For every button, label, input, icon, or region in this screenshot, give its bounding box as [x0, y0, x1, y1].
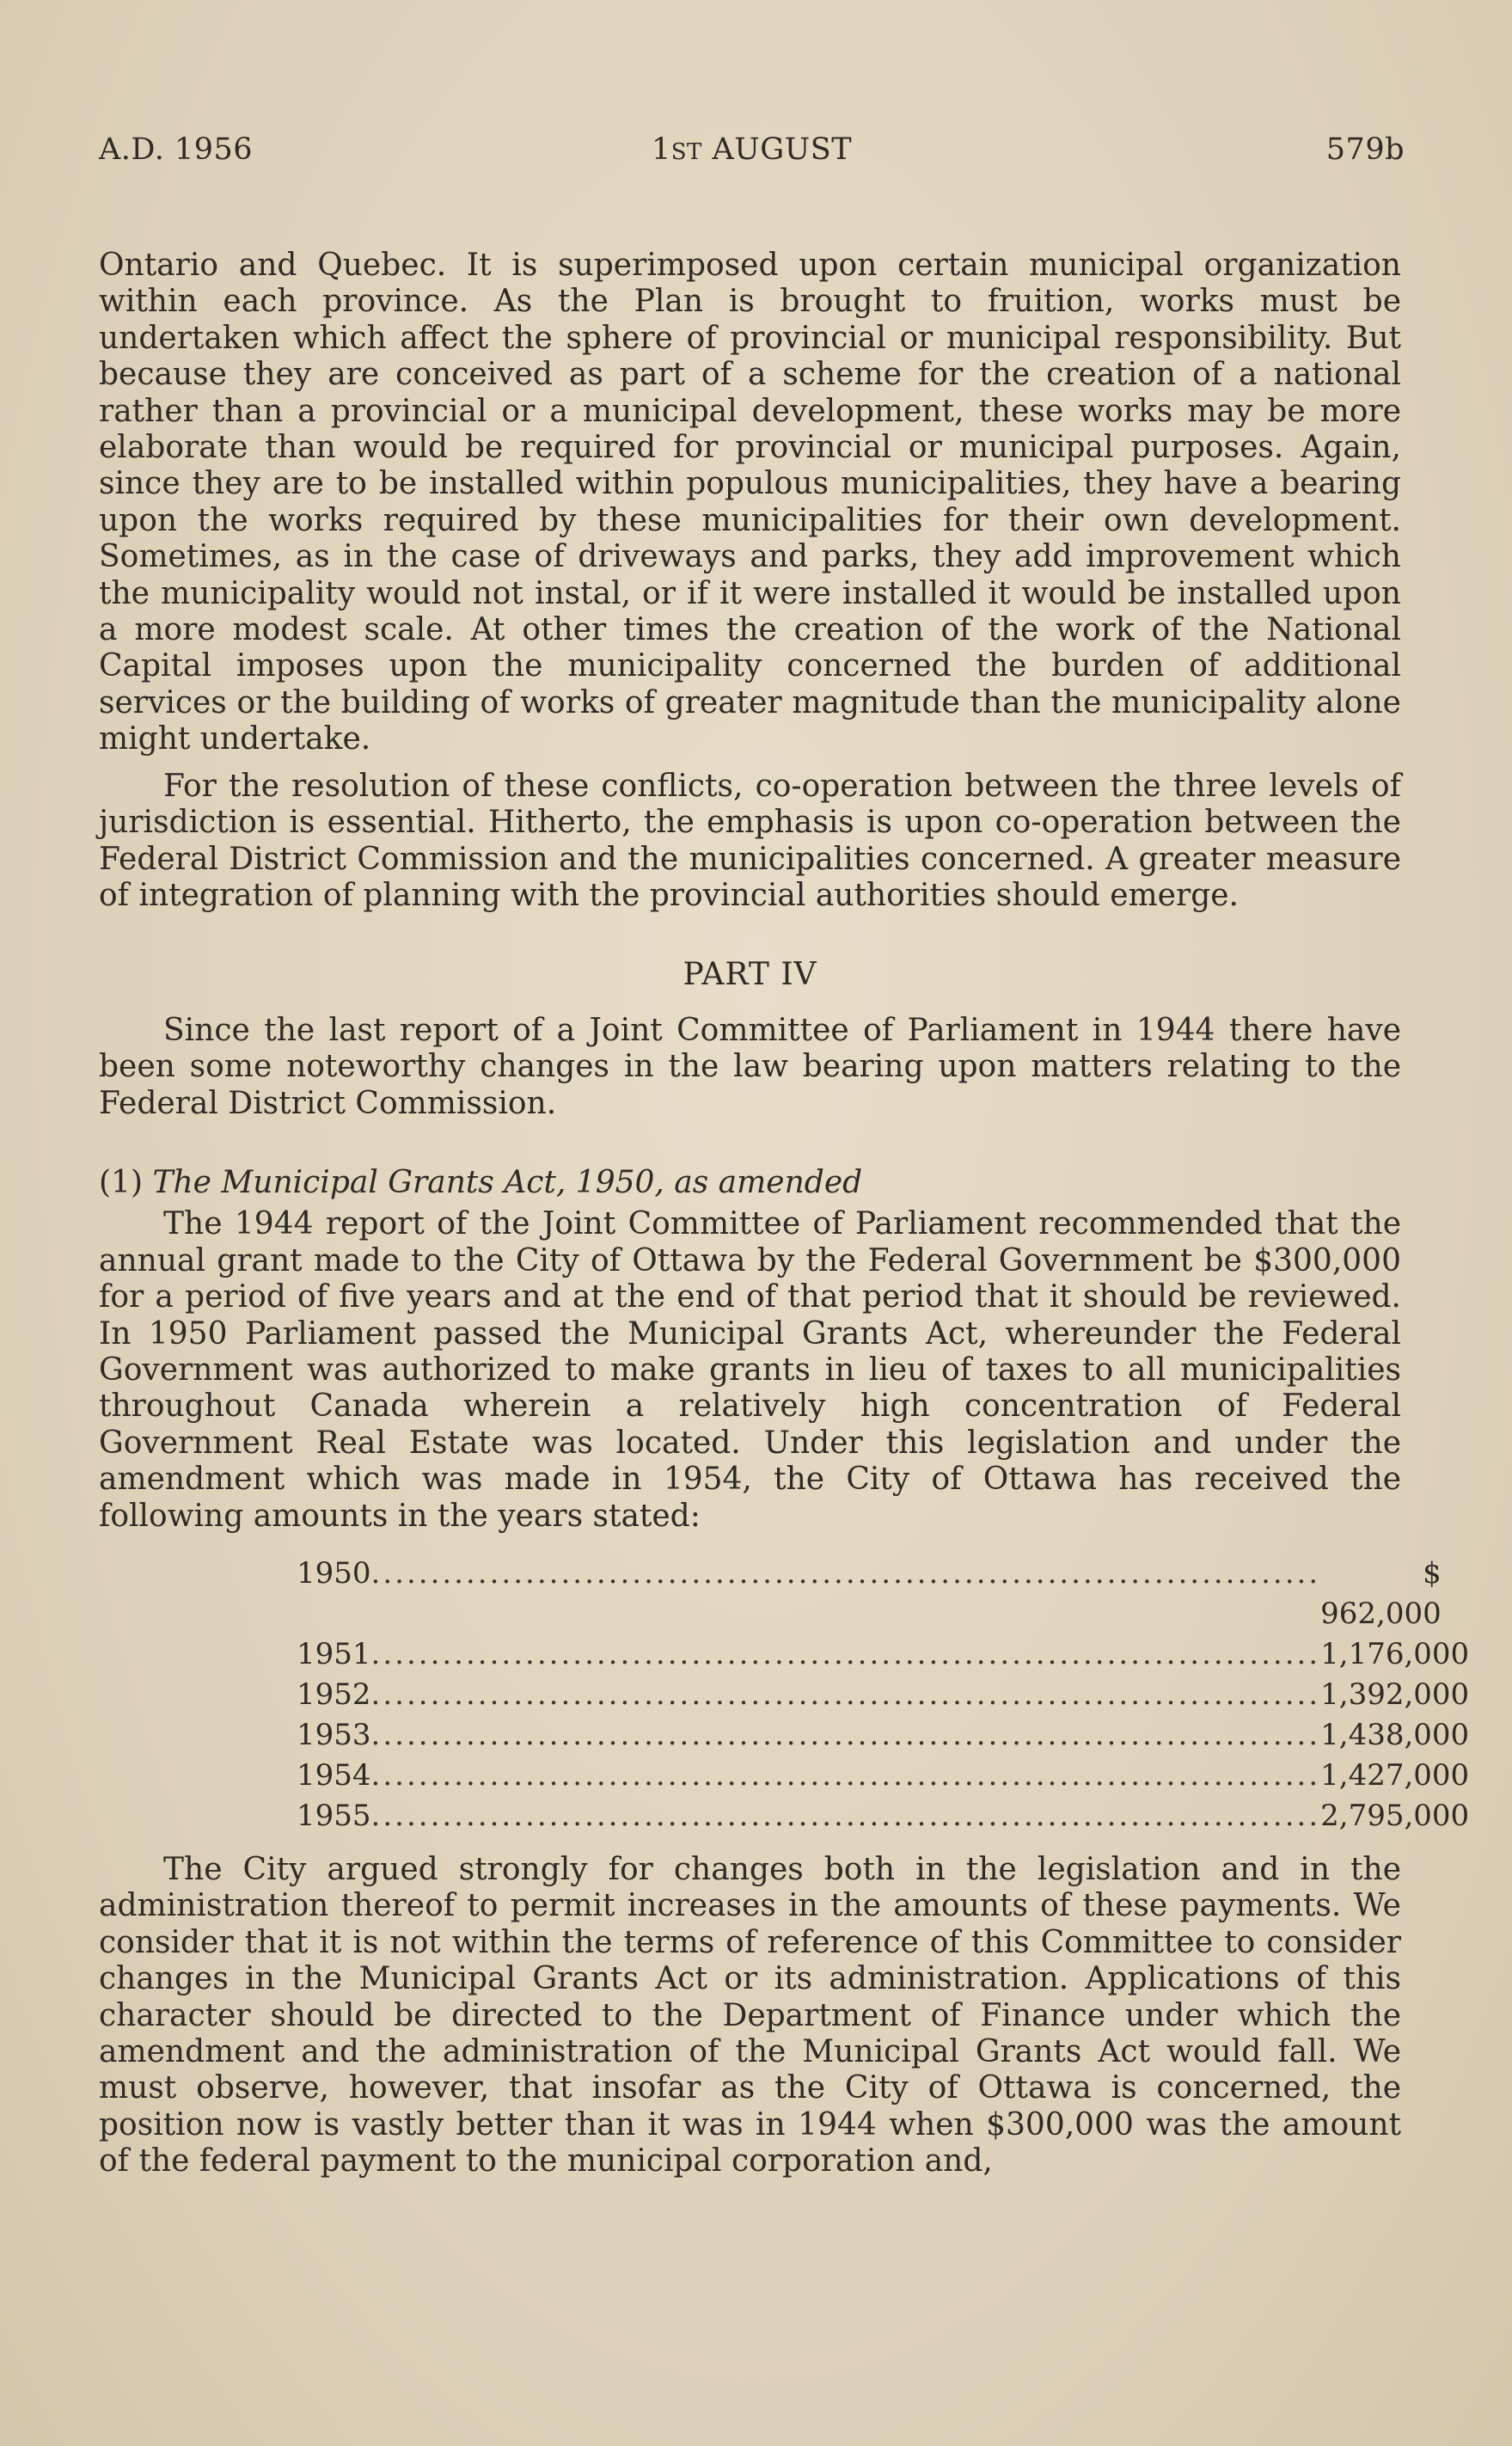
grant-amount: 2,795,000 — [1320, 1799, 1470, 1833]
grant-year: 1950 — [297, 1556, 371, 1591]
running-header — [99, 132, 1405, 175]
paragraph: For the resolution of these conflicts, co-operation between the three levels of jurisdiction is essential. Hitherto, the emphasis is upon co-operation between the Federal District Commission and the municipalities concerned. A greater measure of integration of planning with the provincial authorities should emerge. — [99, 768, 1401, 913]
table-row — [297, 1675, 1470, 1715]
subsection-heading: (1) The Municipal Grants Act, 1950, as amended — [99, 1164, 863, 1200]
header-date: A.D. 1956 — [99, 132, 254, 167]
dot-leader: ................................................................................ — [370, 1758, 1321, 1793]
grant-year: 1953 — [297, 1718, 371, 1752]
dot-leader: ................................................................................ — [370, 1637, 1321, 1671]
grant-amount: 1,392,000 — [1320, 1677, 1470, 1712]
paragraph: Ontario and Quebec. It is superimposed upon certain municipal organization within each province. As the Plan is brought to fruition, works must be undertaken which affect the sphere of provincial or municipal responsibility. But because they are conceived as part of a scheme for the creation of a national rather than a provincial or a municipal development, these works may be more elaborate than would be required for provincial or municipal purposes. Again, since they are to be installed within populous municipalities, they have a bearing upon the works required by these municipalities for their own development. Sometimes, as in the case of driveways and parks, they add improvement which the municipality would not instal, or if it were installed it would be installed upon a more modest scale. At other times the creation of the work of the National Capital imposes upon the municipality concerned the burden of additional services or the building of works of greater magnitude than the municipality alone might undertake. — [99, 248, 1401, 757]
paragraph: The City argued strongly for changes both in the legislation and in the administration thereof to permit increases in the amounts of these payments. We consider that it is not within the terms of reference of this Committee to consider changes in the Municipal Grants Act or its administration. Applications of this character should be directed to the Department of Finance under which the amendment and the administration of the Municipal Grants Act would fall. We must observe, however, that insofar as the City of Ottawa is concerned, the position now is vastly better than it was in 1944 when $300,000 was the amount of the federal payment to the municipal corporation and, — [99, 1852, 1401, 2179]
dot-leader: ................................................................................ — [370, 1799, 1321, 1833]
grant-amount: 1,427,000 — [1320, 1758, 1470, 1793]
grants-table — [297, 1554, 1470, 1836]
grant-year: 1952 — [297, 1677, 371, 1712]
table-row — [297, 1634, 1470, 1675]
dot-leader: ................................................................................ — [370, 1556, 1321, 1591]
header-session-date: 1ST AUGUST — [651, 132, 853, 167]
grant-amount: 1,438,000 — [1320, 1718, 1470, 1752]
page-number: 579b — [1325, 132, 1405, 167]
paragraph: The 1944 report of the Joint Committee of Parliament recommended that the annual grant made to the City of Ottawa by the Federal Government be $300,000 for a period of five years and at the end of that period that it should be reviewed. In 1950 Parliament passed the Municipal Grants Act, whereunder the Federal Government was authorized to make grants in lieu of taxes to all municipalities throughout Canada wherein a relatively high concentration of Federal Government Real Estate was located. Under this legislation and under the amendment which was made in 1954, the City of Ottawa has received the following amounts in the years stated: — [99, 1206, 1401, 1534]
grant-year: 1955 — [297, 1799, 371, 1833]
table-row — [297, 1796, 1470, 1836]
grant-year: 1951 — [297, 1637, 371, 1671]
table-row — [297, 1554, 1442, 1634]
grant-amount: 1,176,000 — [1320, 1637, 1470, 1671]
section-heading: PART IV — [683, 957, 817, 993]
page-body — [99, 248, 1470, 2180]
paragraph: Since the last report of a Joint Committee of Parliament in 1944 there have been some noteworthy changes in the law bearing upon matters relating to the Federal District Commission. — [99, 1012, 1401, 1121]
table-row — [297, 1756, 1470, 1796]
dot-leader: ................................................................................ — [370, 1718, 1321, 1752]
grant-year: 1954 — [297, 1758, 371, 1793]
table-row — [297, 1715, 1470, 1756]
grant-amount: $ 962,000 — [1320, 1556, 1442, 1631]
dot-leader: ................................................................................ — [370, 1677, 1321, 1712]
